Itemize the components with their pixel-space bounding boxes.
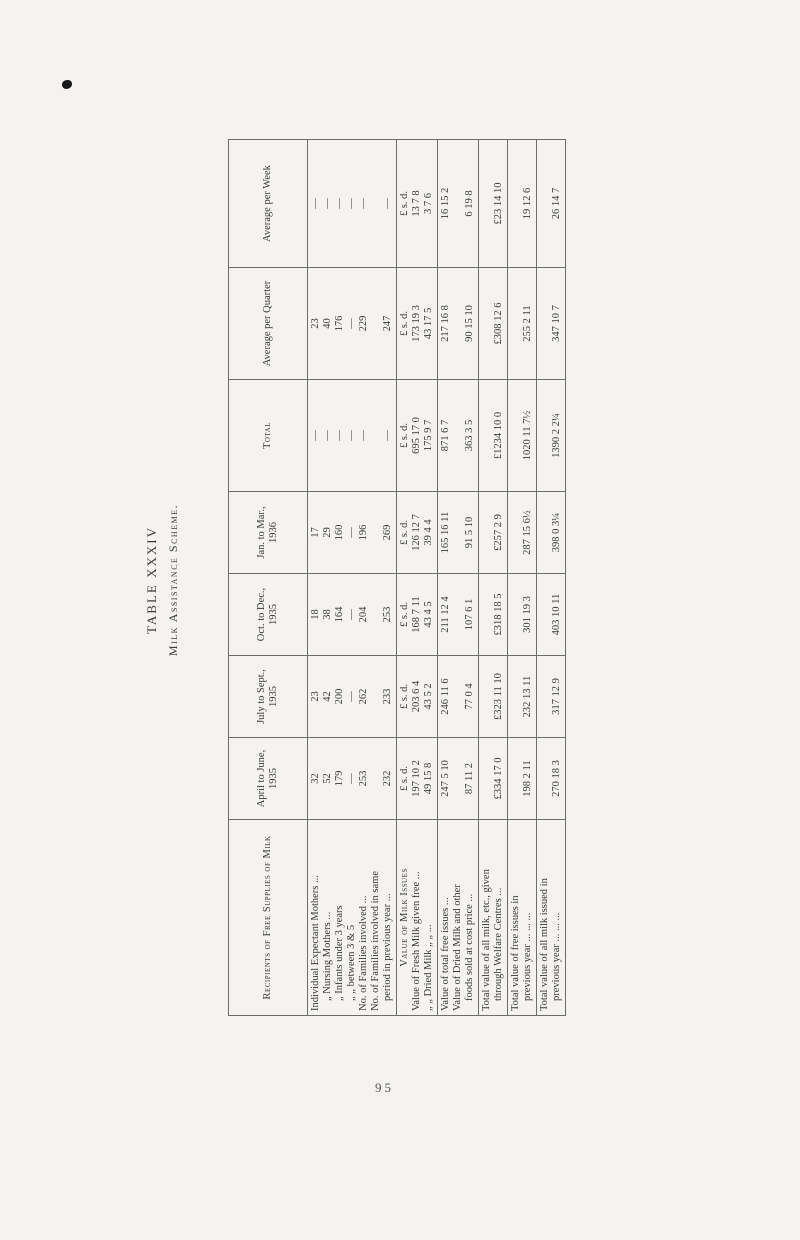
table-number: TABLE XXXIV bbox=[144, 526, 159, 634]
value-avg-quarter: £ s. d. 173 19 3 43 17 5 bbox=[397, 268, 438, 380]
value-q1: £ s. d. 197 10 2 49 15 8 bbox=[397, 738, 438, 820]
col-recipients: Recipients of Free Supplies of Milk bbox=[229, 820, 308, 1016]
recipients-row bbox=[308, 140, 397, 1016]
rotated-page bbox=[140, 140, 620, 1020]
table-subtitle: Milk Assistance Scheme. bbox=[166, 503, 180, 657]
label-expectant: Individual Expectant Mothers ... bbox=[310, 875, 321, 1011]
prev-all-row: Total value of all milk issued in previous year ... ... ... 270 18 3 317 12 9 403 10 11 398 0 3¼ 1390 2 2¼ 347 10 7 26 14 7 bbox=[537, 140, 566, 1016]
col-avg-quarter: Average per Quarter bbox=[229, 268, 308, 380]
prev-free-row: Total value of free issues in previous year ... ... ... 198 2 11 232 13 11 301 19 3 287 15 6½ 1020 11 7½ 255 2 11 19 12 6 bbox=[508, 140, 537, 1016]
label-children-3-5: „ „ between 3 & 5 bbox=[346, 924, 357, 1001]
all-milk-row: Total value of all milk, etc., given through Welfare Centres ... £334 17 0 £323 11 10 £318 18 5 £257 2 9 £1234 10 0 £308 12 6 £23 14 10 bbox=[479, 140, 508, 1016]
value-section-title: Value of Milk Issues bbox=[399, 868, 410, 967]
col-avg-week: Average per Week bbox=[229, 140, 308, 268]
label-free-issues: Value of total free issues ... bbox=[440, 897, 451, 1011]
value-q2: £ s. d. 203 6 4 43 5 2 bbox=[397, 656, 438, 738]
recipients-avg-quarter: 23 40 176 — 229 247 bbox=[308, 268, 397, 380]
label-all-milk-a: Total value of all milk, etc., given bbox=[481, 869, 492, 1011]
label-families-prev-a: No. of Families involved in same bbox=[370, 871, 381, 1011]
milk-assistance-table bbox=[228, 139, 566, 1016]
value-q4: £ s. d. 126 12 7 39 4 4 bbox=[397, 492, 438, 574]
label-all-milk-b: through Welfare Centres ... bbox=[493, 887, 504, 1001]
label-prev-all-a: Total value of all milk issued in bbox=[539, 878, 550, 1011]
value-q3: £ s. d. 168 7 11 43 4 5 bbox=[397, 574, 438, 656]
value-avg-week: £ s. d. 13 7 8 3 7 6 bbox=[397, 140, 438, 268]
value-row bbox=[397, 140, 438, 1016]
ink-blot bbox=[62, 80, 72, 89]
free-issues-row: Value of total free issues ... Value of Dried Milk and other foods sold at cost price ... 247 5 10 87 11 2 246 11 6 77 0 4 211 12 4 107 6 1 165 16 11 91 5 10 871 6 7 363 3 5 217 16 8 90 15 10 16 15 2 6 19 8 bbox=[438, 140, 479, 1016]
label-families: No. of Families involved ... bbox=[358, 895, 369, 1011]
value-total: £ s. d. 695 17 0 175 9 7 bbox=[397, 380, 438, 492]
col-total: Total bbox=[229, 380, 308, 492]
label-dried-cost-a: Value of Dried Milk and other bbox=[452, 884, 463, 1011]
recipients-q2: 23 42 200 — 262 233 bbox=[308, 656, 397, 738]
header-row bbox=[229, 140, 308, 1016]
col-q3: Oct. to Dec., 1935 bbox=[229, 574, 308, 656]
recipients-labels bbox=[308, 820, 397, 1016]
value-labels bbox=[397, 820, 438, 1016]
recipients-q1: 32 52 179 — 253 232 bbox=[308, 738, 397, 820]
label-nursing: „ Nursing Mothers ... bbox=[322, 911, 333, 1001]
label-prev-all-b: previous year ... ... ... bbox=[551, 912, 562, 1001]
label-families-prev-b: period in previous year ... bbox=[382, 893, 393, 1001]
page-number: 95 bbox=[375, 1080, 394, 1095]
label-prev-free-b: previous year ... ... ... bbox=[522, 912, 533, 1001]
recipients-q4: 17 29 160 — 196 269 bbox=[308, 492, 397, 574]
recipients-avg-week: — — — — — — bbox=[308, 140, 397, 268]
label-prev-free-a: Total value of free issues in bbox=[510, 895, 521, 1011]
label-fresh-milk: Value of Fresh Milk given free ... bbox=[411, 871, 422, 1011]
recipients-q3: 18 38 164 — 204 253 bbox=[308, 574, 397, 656]
col-q1: April to June, 1935 bbox=[229, 738, 308, 820]
label-dried-milk: „ „ Dried Milk „ „ ... bbox=[423, 924, 434, 1011]
col-q2: July to Sept., 1935 bbox=[229, 656, 308, 738]
col-q4: Jan. to Mar., 1936 bbox=[229, 492, 308, 574]
label-dried-cost-b: foods sold at cost price ... bbox=[464, 893, 475, 1001]
label-infants: „ Infants under 3 years bbox=[334, 905, 345, 1001]
recipients-total: — — — — — — bbox=[308, 380, 397, 492]
